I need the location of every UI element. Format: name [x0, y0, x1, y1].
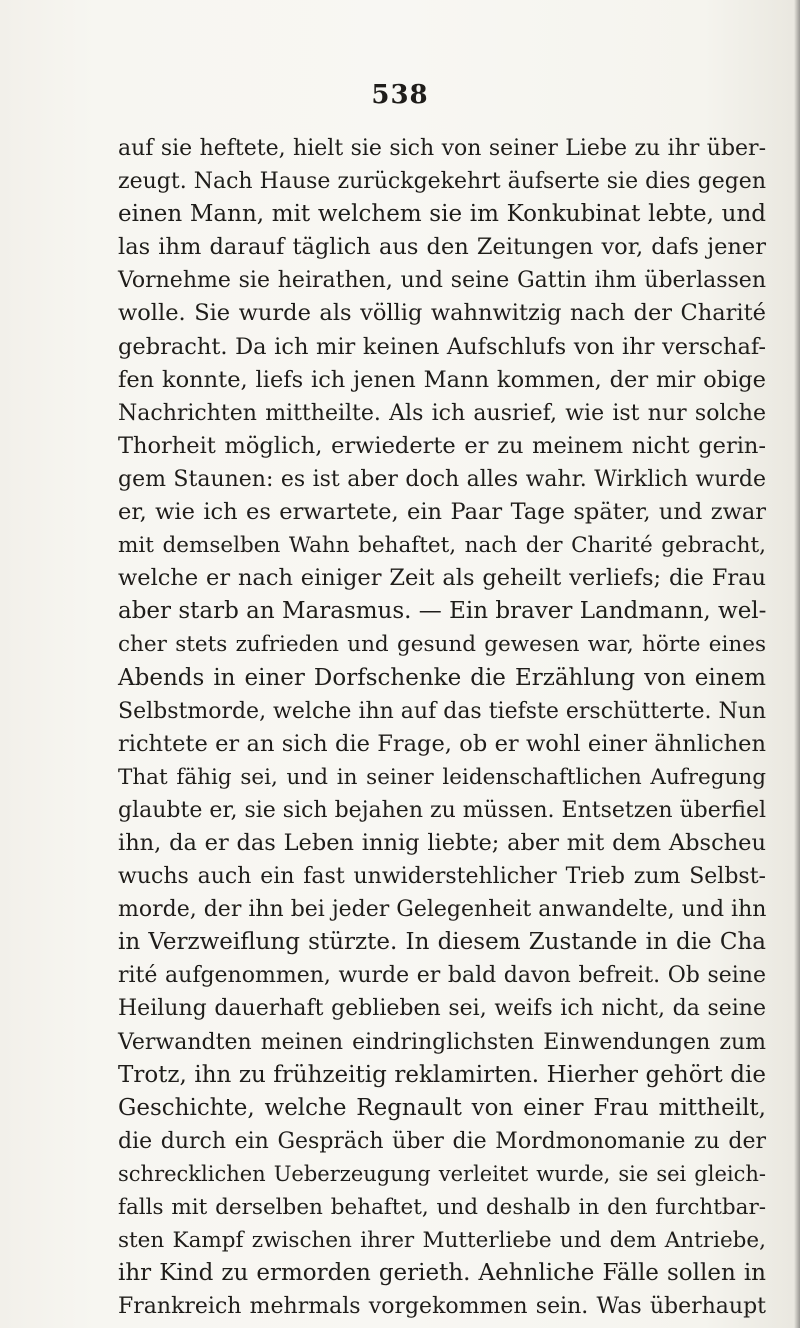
text-line: glaubte er, sie sich bejahen zu müssen. Entsetzen überfiel: [118, 797, 767, 823]
text-line: That fähig sei, und in seiner leidenschaftlichen Aufregung: [118, 764, 766, 790]
text-line: Geschichte, welche Regnault von einer Frau mittheilt,: [118, 1094, 766, 1121]
text-line: die durch ein Gespräch über die Mordmonomanie zu der: [118, 1128, 766, 1154]
body-text: [118, 132, 766, 1323]
text-line: ihn, da er das Leben innig liebte; aber mit dem Abscheu: [118, 829, 766, 856]
text-line: in Verzweiflung stürzte. In diesem Zustande in die Cha: [118, 929, 766, 956]
text-line: gebracht. Da ich mir keinen Aufschlufs von ihr verschaf-: [118, 333, 766, 360]
text-line: fen konnte, liefs ich jenen Mann kommen, der mir obige: [118, 366, 766, 393]
text-line: wolle. Sie wurde als völlig wahnwitzig nach der Charité: [118, 300, 766, 327]
text-line: er, wie ich es erwartete, ein Paar Tage später, und zwar: [118, 499, 766, 526]
text-line: morde, der ihn bei jeder Gelegenheit anwandelte, und ihn: [118, 897, 767, 923]
text-line: rité aufgenommen, wurde er bald davon befreit. Ob seine: [118, 963, 766, 989]
text-line: einen Mann, mit welchem sie im Konkubinat lebte, und: [118, 201, 766, 228]
text-line: Heilung dauerhaft geblieben sei, weifs ich nicht, da seine: [118, 996, 766, 1022]
text-line: sten Kampf zwischen ihrer Mutterliebe und dem Antriebe,: [118, 1228, 766, 1254]
text-line: zeugt. Nach Hause zurückgekehrt äufserte sie dies gegen: [118, 169, 766, 195]
text-line: Thorheit möglich, erwiederte er zu meinem nicht gerin-: [118, 432, 766, 459]
text-line: mit demselben Wahn behaftet, nach der Charité gebracht,: [118, 533, 766, 559]
text-line: richtete er an sich die Frage, ob er wohl einer ähnlichen: [118, 730, 766, 757]
text-line: Nachrichten mittheilte. Als ich ausrief, wie ist nur solche: [118, 400, 766, 426]
text-line: falls mit derselben behaftet, und deshalb in den furchtbar-: [118, 1195, 766, 1220]
text-line: las ihm darauf täglich aus den Zeitungen vor, dafs jener: [118, 234, 766, 261]
text-line: Trotz, ihn zu frühzeitig reklamirten. Hierher gehört die: [118, 1061, 766, 1088]
text-line: Vornehme sie heirathen, und seine Gattin ihm überlassen: [118, 268, 766, 294]
page-number: 538: [371, 80, 429, 110]
text-line: cher stets zufrieden und gesund gewesen war, hörte eines: [118, 632, 766, 658]
text-line: Abends in einer Dorfschenke die Erzählung von einem: [118, 664, 766, 691]
text-line: aber starb an Marasmus. — Ein braver Landmann, wel-: [118, 598, 767, 625]
text-line: Selbstmorde, welche ihn auf das tiefste erschütterte. Nun: [118, 698, 767, 724]
text-line: auf sie heftete, hielt sie sich von seiner Liebe zu ihr über-: [118, 136, 766, 161]
text-line: Frankreich mehrmals vorgekommen sein. Was überhaupt: [118, 1294, 766, 1320]
text-line: ihr Kind zu ermorden gerieth. Aehnliche Fälle sollen in: [118, 1260, 766, 1287]
text-line: welche er nach einiger Zeit als geheilt verliefs; die Frau: [118, 565, 766, 592]
text-line: Verwandten meinen eindringlichsten Einwendungen zum: [118, 1029, 766, 1055]
text-line: wuchs auch ein fast unwiderstehlicher Trieb zum Selbst-: [118, 864, 766, 890]
text-line: schrecklichen Ueberzeugung verleitet wurde, sie sei gleich-: [118, 1161, 766, 1186]
text-line: gem Staunen: es ist aber doch alles wahr. Wirklich wurde: [118, 466, 766, 492]
